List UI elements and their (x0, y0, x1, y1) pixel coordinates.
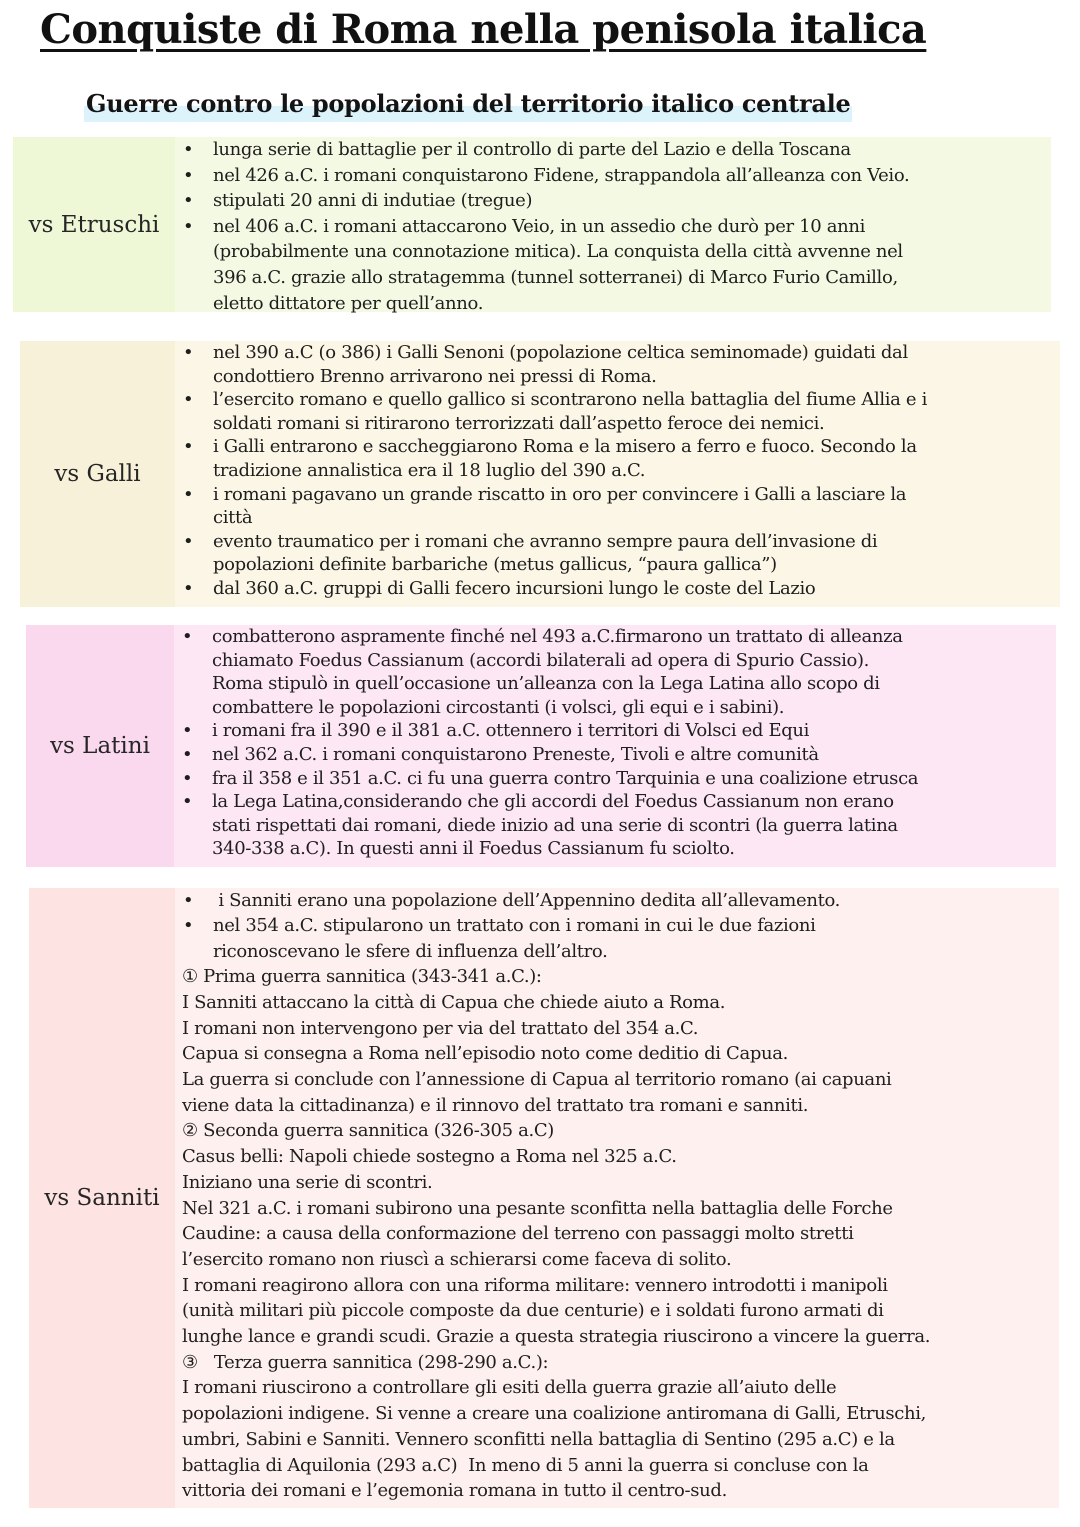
bullet-icon: • (183, 215, 194, 237)
list-item (175, 214, 1051, 316)
list-item (175, 188, 1051, 214)
list-item (175, 913, 1059, 964)
bullet-icon: • (183, 483, 194, 505)
list-item-text: i Galli entrarono e saccheggiarono Roma e la misero a ferro e fuoco. Secondo la tradizione annalistica era il 18 luglio del 390 a.C. (213, 436, 917, 481)
section-label-galli: vs Galli (20, 341, 175, 607)
section-label-latini: vs Latini (26, 625, 174, 867)
section-galli (20, 341, 1060, 607)
section-etruschi (13, 137, 1051, 312)
bullet-icon: • (183, 164, 194, 186)
bullet-list-latini (174, 625, 1056, 861)
list-item (174, 790, 1056, 861)
section-body-galli (175, 341, 1060, 607)
war1-heading: ① Prima guerra sannitica (343-341 a.C.): (182, 966, 542, 988)
bullet-icon: • (182, 743, 193, 765)
list-item (174, 767, 1056, 791)
list-item (174, 743, 1056, 767)
list-item-text: combatterono aspramente finché nel 493 a.C.firmarono un trattato di alleanza chiamato Foedus Cassianum (accordi bilaterali ad opera di Spurio Cassio). Roma stipulò in quell’occasione un’alleanza con la Lega Latina allo scopo di combattere le popolazioni circostanti (i volsci, gli equi e i sabini). (212, 626, 903, 718)
section-label-sanniti: vs Sanniti (29, 888, 175, 1508)
war3-heading: ③ Terza guerra sannitica (298-290 a.C.): (182, 1351, 549, 1373)
list-item-text: nel 362 a.C. i romani conquistarono Preneste, Tivoli e altre comunità (212, 743, 819, 765)
bullet-icon: • (183, 342, 194, 363)
list-item-text: nel 390 a.C (o 386) i Galli Senoni (popolazione celtica seminomade) guidati dal condottiero Brenno arrivarono nei pressi di Roma. (213, 342, 908, 387)
bullet-list-galli (175, 341, 1060, 601)
list-item-text: nel 354 a.C. stipularono un trattato con i romani in cui le due fazioni riconoscevano le sfere di influenza dell’altro. (213, 915, 816, 962)
list-item-text: lunga serie di battaglie per il controllo di parte del Lazio e della Toscana (213, 139, 851, 160)
war2-heading: ② Seconda guerra sannitica (326-305 a.C) (182, 1120, 554, 1142)
list-item-text: la Lega Latina,considerando che gli accordi del Foedus Cassianum non erano stati rispettati dai romani, diede inizio ad una serie di scontri (la guerra latina 340-338 a.C). In questi anni il Foedus Cassianum fu sciolto. (212, 791, 898, 860)
bullet-icon: • (183, 436, 194, 458)
list-item (174, 625, 1056, 719)
page-title: Conquiste di Roma nella penisola italica (40, 6, 927, 53)
bullet-icon: • (183, 139, 194, 160)
list-item (175, 435, 1060, 482)
bullet-icon: • (183, 890, 194, 911)
section-body-latini (174, 625, 1056, 867)
list-item-text: nel 426 a.C. i romani conquistarono Fidene, strappandola all’alleanza con Veio. (213, 164, 910, 186)
list-item (174, 719, 1056, 743)
war2-text: Casus belli: Napoli chiede sostegno a Roma nel 325 a.C. Iniziano una serie di scontri. Nel 321 a.C. i romani subirono una pesante sconfitta nella battaglia delle Forche Caudine: a causa della conformazione del terreno con passaggi molto stretti l’esercito romano non riuscì a schierarsi come faceva di solito. I romani reagirono allora con una riforma militare: vennero introdotti i manipoli (unità militari più piccole composte da due centurie) e i soldati furono armati di lunghe lance e grandi scudi. Grazie a questa strategia riuscirono a vincere la guerra. (182, 1146, 931, 1348)
list-item-text: stipulati 20 anni di indutiae (tregue) (213, 190, 533, 212)
bullet-icon: • (183, 915, 194, 937)
list-item (175, 483, 1060, 530)
bullet-icon: • (182, 720, 193, 742)
bullet-list-etruschi (175, 137, 1051, 316)
section-body-sanniti (175, 888, 1059, 1508)
bullet-icon: • (183, 190, 194, 212)
list-item-text: i romani pagavano un grande riscatto in oro per convincere i Galli a lasciare la città (213, 483, 907, 529)
list-item (175, 137, 1051, 163)
section-body-etruschi (175, 137, 1051, 312)
section-label-etruschi: vs Etruschi (13, 137, 175, 312)
list-item (175, 341, 1060, 388)
bullet-icon: • (182, 791, 193, 813)
list-item-text: l’esercito romano e quello gallico si scontrarono nella battaglia del fiume Allia e i soldati romani si ritirarono terrorizzati dall’aspetto feroce dei nemici. (213, 389, 928, 434)
bullet-icon: • (182, 767, 193, 789)
list-item (175, 388, 1060, 435)
list-item-text: i romani fra il 390 e il 381 a.C. ottennero i territori di Volsci ed Equi (212, 720, 810, 742)
war1-text: I Sanniti attaccano la città di Capua che chiede aiuto a Roma. I romani non intervengono per via del trattato del 354 a.C. Capua si consegna a Roma nell’episodio noto come deditio di Capua. La guerra si conclude con l’annessione di Capua al territorio romano (ai capuani viene data la cittadinanza) e il rinnovo del trattato tra romani e sanniti. (182, 991, 892, 1116)
list-item-text: i Sanniti erano una popolazione dell’Appennino dedita all’allevamento. (213, 890, 840, 911)
list-item-text: evento traumatico per i romani che avranno sempre paura dell’invasione di popolazioni definite barbariche (metus gallicus, “paura gallica”) (213, 530, 878, 576)
section-latini (26, 625, 1056, 867)
bullet-icon: • (183, 389, 194, 411)
list-item (175, 163, 1051, 189)
bullet-list-sanniti (175, 888, 1059, 964)
bullet-icon: • (183, 577, 194, 599)
section-sanniti (29, 888, 1059, 1508)
bullet-icon: • (183, 530, 194, 552)
page-subtitle: Guerre contro le popolazioni del territorio italico centrale (84, 86, 852, 122)
list-item-text: nel 406 a.C. i romani attaccarono Veio, in un assedio che durò per 10 anni (probabilmente una connotazione mitica). La conquista della città avvenne nel 396 a.C. grazie allo stratagemma (tunnel sotterranei) di Marco Furio Camillo, eletto dittatore per quell’anno. (213, 215, 903, 314)
list-item (175, 888, 1059, 913)
list-item (175, 530, 1060, 577)
list-item (175, 577, 1060, 601)
list-item-text: fra il 358 e il 351 a.C. ci fu una guerra contro Tarquinia e una coalizione etrusca (212, 767, 919, 789)
list-item-text: dal 360 a.C. gruppi di Galli fecero incursioni lungo le coste del Lazio (213, 577, 816, 599)
bullet-icon: • (182, 626, 193, 647)
sanniti-wars (175, 964, 1059, 1504)
war3-text: I romani riuscirono a controllare gli esiti della guerra grazie all’aiuto delle popolazioni indigene. Si venne a creare una coalizione antiromana di Galli, Etruschi, umbri, Sabini e Sanniti. Vennero sconfitti nella battaglia di Sentino (295 a.C) e la battaglia di Aquilonia (293 a.C) In meno di 5 anni la guerra si concluse con la vittoria dei romani e l’egemonia romana in tutto il centro-sud. (182, 1377, 927, 1502)
